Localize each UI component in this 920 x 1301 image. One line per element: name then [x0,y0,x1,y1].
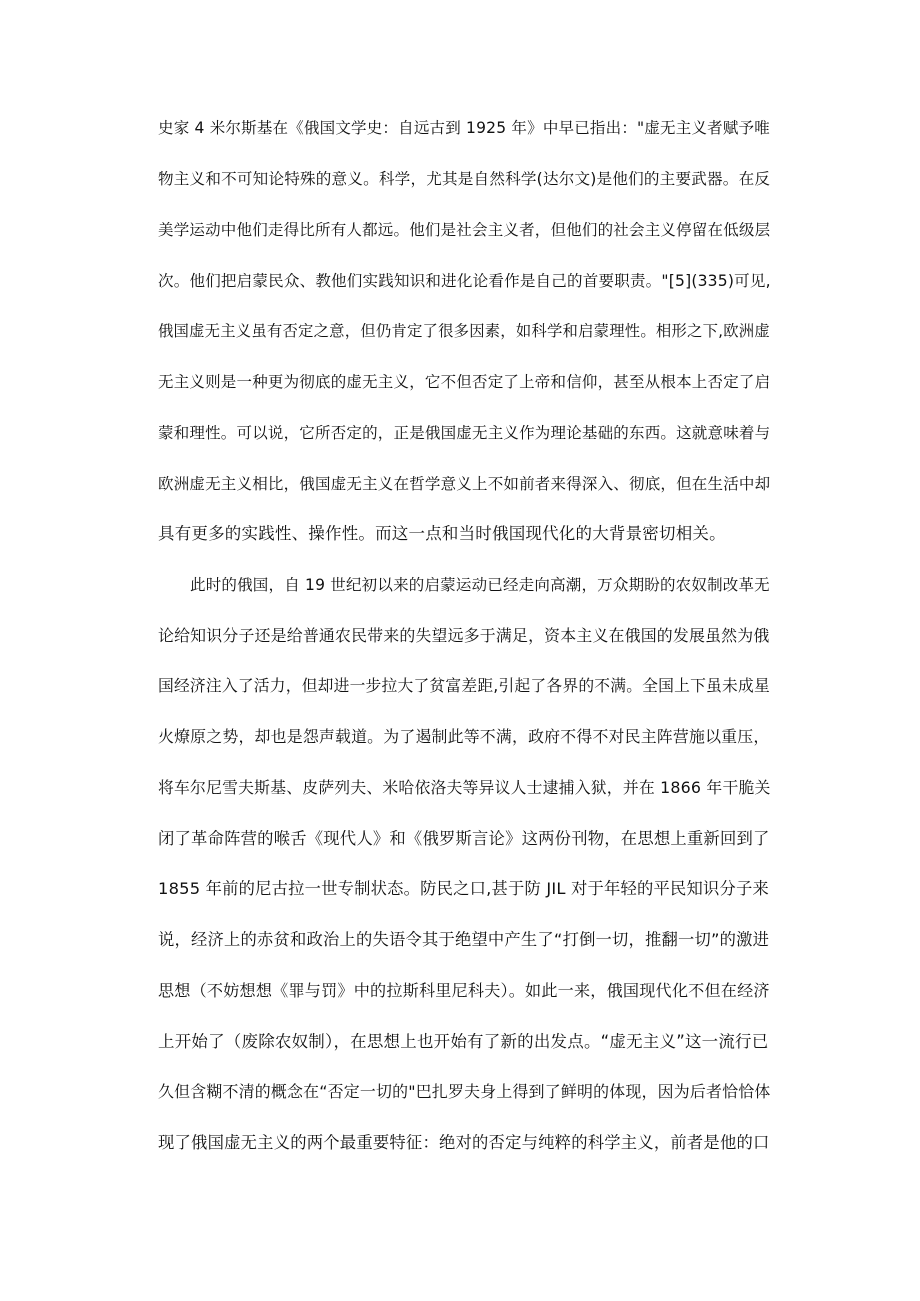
text-line: 久但含糊不清的概念在“否定一切的"巴扎罗夫身上得到了鲜明的体现，因为后者恰恰体 [158,1082,771,1101]
text-line: 具有更多的实践性、操作性。而这一点和当时俄国现代化的大背景密切相关。 [158,524,726,543]
text-line: 1855 年前的尼古拉一世专制状态。防民之口,甚于防 JIL 对于年轻的平民知识分子来 [158,879,769,898]
text-line: 说，经济上的赤贫和政治上的失语令其于绝望中产生了“打倒一切，推翻一切”的激进 [158,930,770,949]
paragraph-first-line: 此时的俄国，自 19 世纪初以来的启蒙运动已经走向高潮，万众期盼的农奴制改革无 [190,576,770,594]
text-line: 蒙和理性。可以说，它所否定的，正是俄国虚无主义作为理论基础的东西。这就意味着与 [158,424,771,442]
text-line: 思想（不妨想想《罪与罚》中的拉斯科里尼科夫）。如此一来，俄国现代化不但在经济 [158,981,770,1000]
text-line: 将车尔尼雪夫斯基、皮萨列夫、米哈依洛夫等异议人士逮捕入狱，并在 1866 年干脆关 [158,778,771,797]
text-line: 无主义则是一种更为彻底的虚无主义，它不但否定了上帝和信仰，甚至从根本上否定了启 [158,373,771,391]
text-line: 国经济注入了活力，但却进一步拉大了贫富差距,引起了各界的不满。全国上下虽未成星 [158,676,770,695]
text-line: 欧洲虚无主义相比，俄国虚无主义在哲学意义上不如前者来得深入、彻底，但在生活中却 [158,475,771,493]
text-line: 闭了革命阵营的喉舌《现代人》和《俄罗斯言论》这两份刊物，在思想上重新回到了 [158,829,770,848]
text-line: 俄国虚无主义虽有否定之意，但仍肯定了很多因素，如科学和启蒙理性。相形之下,欧洲虚 [158,322,770,340]
text-line: 物主义和不可知论特殊的意义。科学，尤其是自然科学(达尔文)是他们的主要武器。在反 [158,170,771,188]
text-line: 史家 4 米尔斯基在《俄国文学史：自远古到 1925 年》中早已指出："虚无主义者赋予唯 [158,119,770,137]
text-line: 论给知识分子还是给普通农民带来的失望远多于满足，资本主义在俄国的发展虽然为俄 [158,626,770,645]
text-line: 上开始了（废除农奴制），在思想上也开始有了新的出发点。“虚无主义”这一流行已 [158,1032,769,1051]
text-line: 美学运动中他们走得比所有人都远。他们是社会主义者，但他们的社会主义停留在低级层 [158,221,771,239]
text-line: 现了俄国虚无主义的两个最重要特征：绝对的否定与纯粹的科学主义，前者是他的口 [158,1133,770,1152]
text-line: 火燎原之势，却也是怨声载道。为了遏制此等不满，政府不得不对民主阵营施以重压， [158,727,770,746]
text-line: 次。他们把启蒙民众、教他们实践知识和进化论看作是自己的首要职责。"[5](335)可见, [158,272,771,290]
